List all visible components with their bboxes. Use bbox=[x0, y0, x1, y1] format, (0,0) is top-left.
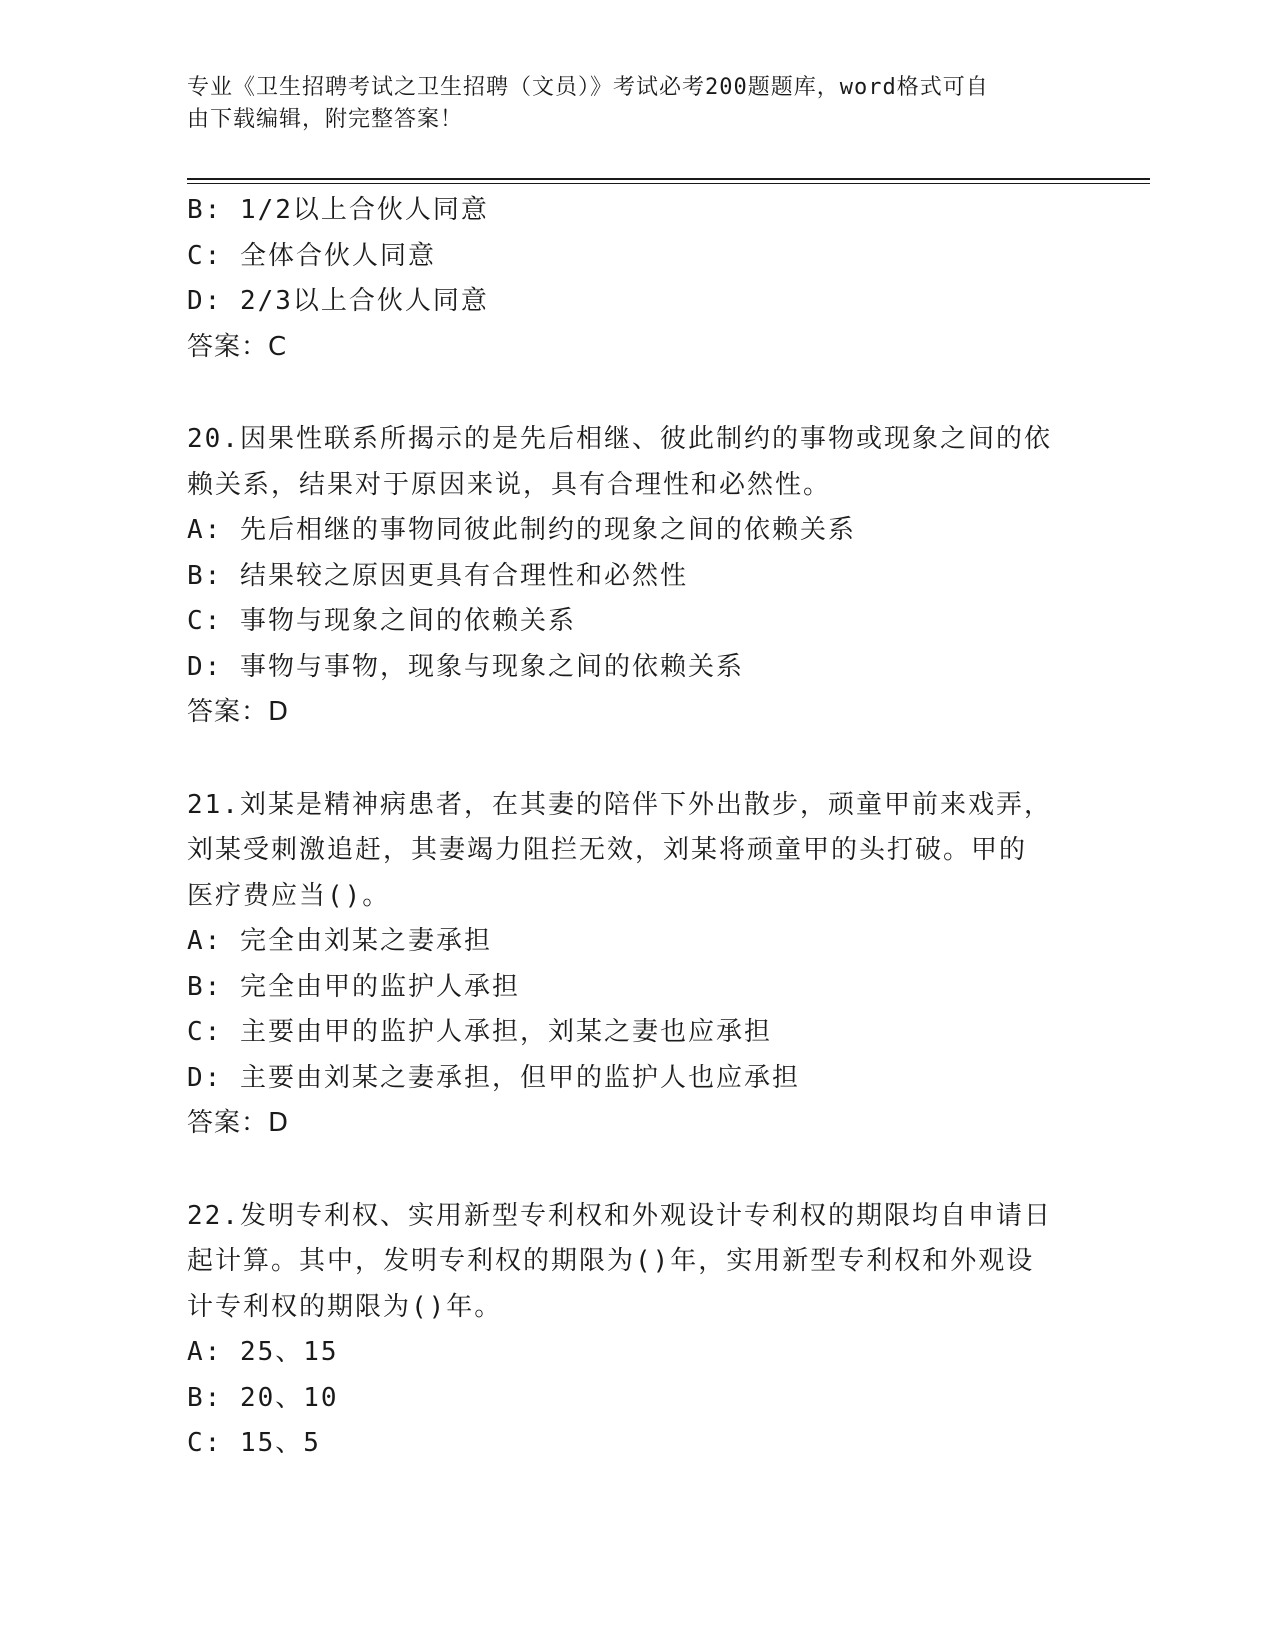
question-text-line: 21.刘某是精神病患者，在其妻的陪伴下外出散步，顽童甲前来戏弄， bbox=[187, 789, 1052, 820]
option-d: D: 2/3以上合伙人同意 bbox=[187, 286, 489, 316]
option-c: C: 全体合伙人同意 bbox=[187, 240, 436, 271]
question-text-line: 赖关系，结果对于原因来说，具有合理性和必然性。 bbox=[187, 469, 832, 500]
spacer bbox=[187, 370, 1067, 417]
option-d: D: 事物与事物，现象与现象之间的依赖关系 bbox=[187, 651, 744, 682]
option-a: A: 完全由刘某之妻承担 bbox=[187, 926, 492, 956]
header-line-1: 专业《卫生招聘考试之卫生招聘（文员）》考试必考200题题库，word格式可自 bbox=[187, 75, 989, 100]
question-text-line: 起计算。其中，发明专利权的期限为()年，实用新型专利权和外观设 bbox=[187, 1246, 1035, 1276]
option-b: B: 完全由甲的监护人承担 bbox=[187, 971, 520, 1002]
header-rule-thick bbox=[187, 178, 1150, 180]
spacer bbox=[187, 1147, 1067, 1194]
option-c: C: 15、5 bbox=[187, 1428, 321, 1458]
question-text-line: 计专利权的期限为()年。 bbox=[187, 1291, 503, 1322]
option-a: A: 先后相继的事物同彼此制约的现象之间的依赖关系 bbox=[187, 515, 856, 545]
document-body bbox=[187, 188, 1067, 1467]
question-block-21 bbox=[187, 783, 1067, 1147]
option-b: B: 20、10 bbox=[187, 1382, 339, 1413]
question-block-prev bbox=[187, 188, 1067, 370]
option-d: D: 主要由刘某之妻承担，但甲的监护人也应承担 bbox=[187, 1062, 800, 1093]
question-block-20 bbox=[187, 417, 1067, 736]
question-text-line: 医疗费应当()。 bbox=[187, 880, 391, 911]
header-rule-thin bbox=[187, 183, 1150, 184]
question-text-line: 20.因果性联系所揭示的是先后相继、彼此制约的事物或现象之间的依 bbox=[187, 424, 1052, 454]
option-a: A: 25、15 bbox=[187, 1337, 339, 1367]
question-text-line: 刘某受刺激追赶，其妻竭力阻拦无效，刘某将顽童甲的头打破。甲的 bbox=[187, 835, 1028, 865]
answer-line: 答案：D bbox=[187, 1108, 290, 1138]
header-line-2: 由下载编辑，附完整答案！ bbox=[187, 107, 464, 132]
question-block-22 bbox=[187, 1194, 1067, 1467]
option-b: B: 1/2以上合伙人同意 bbox=[187, 195, 489, 225]
question-text-line: 22.发明专利权、实用新型专利权和外观设计专利权的期限均自申请日 bbox=[187, 1200, 1052, 1231]
option-c: C: 主要由甲的监护人承担，刘某之妻也应承担 bbox=[187, 1017, 772, 1047]
option-b: B: 结果较之原因更具有合理性和必然性 bbox=[187, 560, 688, 591]
spacer bbox=[187, 736, 1067, 783]
answer-line: 答案：D bbox=[187, 697, 290, 727]
document-header bbox=[187, 72, 1067, 136]
answer-line: 答案：C bbox=[187, 331, 288, 362]
option-c: C: 事物与现象之间的依赖关系 bbox=[187, 606, 576, 636]
